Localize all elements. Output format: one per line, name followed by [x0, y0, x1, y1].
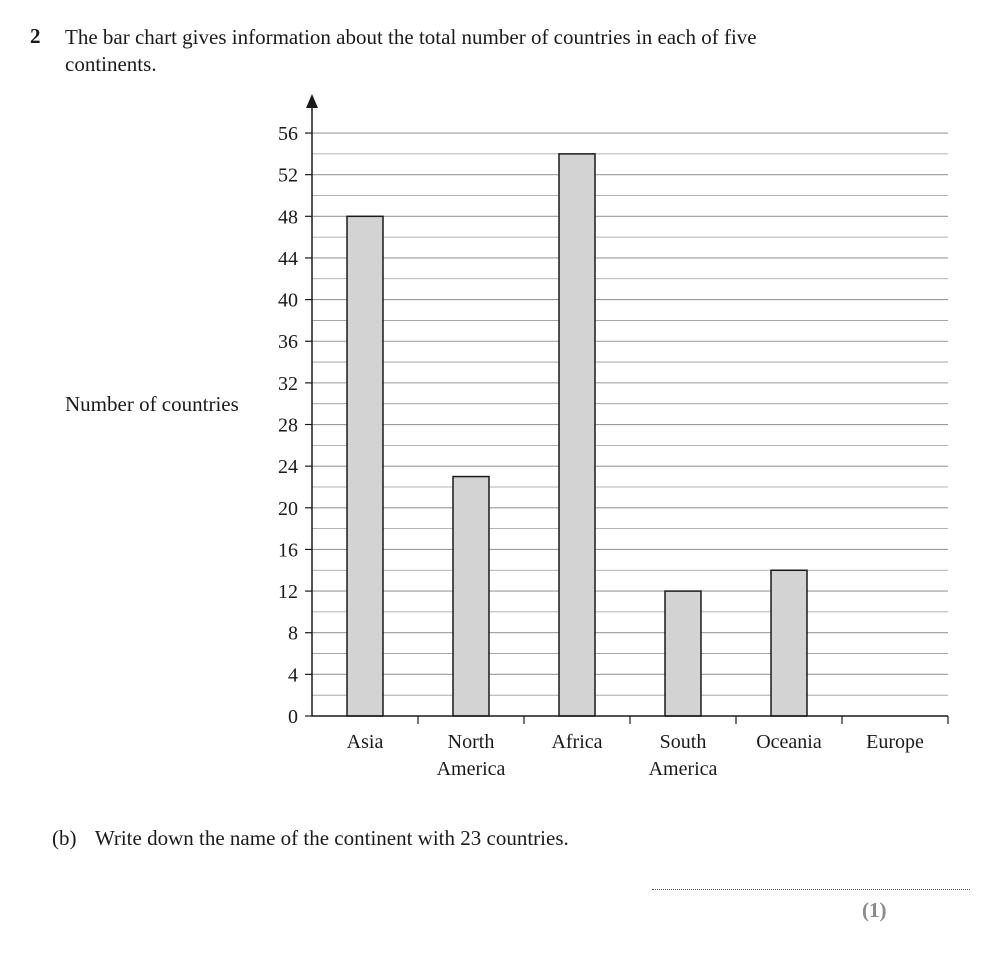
y-tick-label: 12 [278, 581, 298, 604]
bar-north-america [453, 477, 489, 716]
y-tick-label: 28 [278, 414, 298, 437]
x-tick-label: North America [436, 731, 506, 780]
y-tick-label: 20 [278, 497, 298, 520]
bar-africa [559, 154, 595, 716]
x-tick-label: Africa [551, 731, 603, 753]
marks-label: (1) [862, 898, 887, 922]
answer-line[interactable] [652, 889, 970, 890]
x-tick-label: Oceania [756, 731, 822, 753]
y-tick-label: 36 [278, 331, 298, 354]
question-stem: The bar chart gives information about the total number of countries in each of five continents. [65, 25, 757, 76]
y-tick-label: 16 [278, 539, 298, 562]
y-tick-label: 40 [278, 289, 298, 312]
y-tick-label: 24 [278, 456, 298, 479]
x-tick-label: Europe [866, 731, 924, 753]
y-tick-label: 48 [278, 206, 298, 229]
x-tick-label: South America [648, 731, 718, 780]
bar-asia [347, 216, 383, 716]
y-tick-label: 44 [278, 247, 298, 270]
part-b-label: (b) [52, 826, 77, 850]
bar-south-america [665, 591, 701, 716]
y-tick-label: 32 [278, 372, 298, 395]
part-b-question [52, 826, 569, 851]
question-number: 2 [30, 24, 41, 48]
y-axis-label: Number of countries [65, 392, 239, 416]
y-axis-arrow [306, 94, 318, 108]
bar-oceania [771, 570, 807, 716]
y-tick-label: 8 [288, 622, 298, 645]
y-tick-label: 56 [278, 123, 298, 146]
y-tick-label: 4 [288, 664, 298, 687]
part-b-text: Write down the name of the continent with 23 countries. [94, 826, 569, 850]
x-tick-label: Asia [346, 731, 384, 753]
y-tick-label: 52 [278, 164, 298, 187]
y-tick-label: 0 [288, 706, 298, 728]
